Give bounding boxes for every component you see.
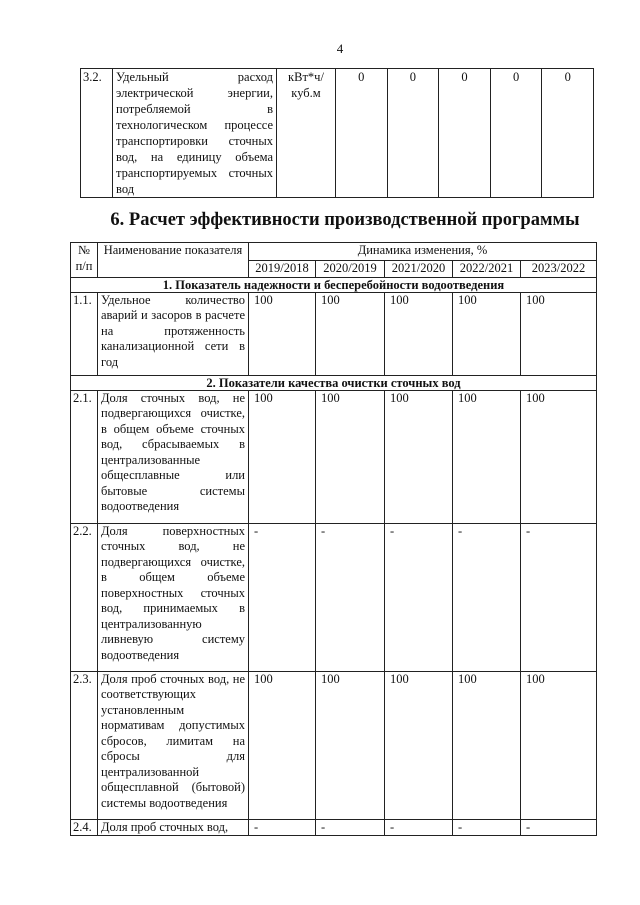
value-cell: 100 bbox=[453, 671, 521, 819]
value-cell: - bbox=[249, 523, 316, 671]
value-cell: - bbox=[249, 819, 316, 836]
value-cell: - bbox=[453, 523, 521, 671]
value-cell: 100 bbox=[316, 292, 385, 375]
row-number: 2.3. bbox=[71, 671, 98, 819]
table-row bbox=[71, 819, 597, 836]
value-cell: 100 bbox=[521, 292, 597, 375]
page-number: 4 bbox=[336, 41, 344, 56]
header-number: № п/п bbox=[71, 243, 98, 278]
value-cell: 100 bbox=[316, 390, 385, 523]
indicator-name: Доля поверхностных сточных вод, не подвергающихся очистке, в общем объеме поверхностных сточных вод, принимаемых в централизованную ливневую систему водоотведения bbox=[98, 523, 249, 671]
group-title: 2. Показатели качества очистки сточных вод bbox=[71, 375, 597, 390]
indicator-name: Доля сточных вод, не подвергающихся очистке, в общем объеме сточных вод, сбрасываемых в централизованные общесплавные или бытовые системы водоотведения bbox=[98, 390, 249, 523]
header-dynamics: Динамика изменения, % bbox=[249, 243, 597, 261]
value-cell: 100 bbox=[385, 390, 453, 523]
table-row bbox=[71, 671, 597, 819]
efficiency-table bbox=[70, 242, 597, 836]
table-row bbox=[71, 390, 597, 523]
value-cell: 100 bbox=[521, 671, 597, 819]
group-title-row bbox=[71, 277, 597, 292]
indicator-name: Доля проб сточных вод, не соответствующих установленным нормативам допустимых сбросов, лимитам на сбросы для централизованной общесплавной (бытовой) системы водоотведения bbox=[98, 671, 249, 819]
header-year: 2023/2022 bbox=[521, 261, 597, 278]
value-cell: 100 bbox=[385, 292, 453, 375]
value-cell: - bbox=[316, 523, 385, 671]
value-cell: 0 bbox=[490, 69, 542, 198]
indicator-table-continued bbox=[80, 68, 594, 198]
value-cell: 100 bbox=[249, 671, 316, 819]
indicator-name: Доля проб сточных вод, bbox=[98, 819, 249, 836]
value-cell: - bbox=[385, 523, 453, 671]
table-row bbox=[81, 69, 594, 198]
header-year: 2021/2020 bbox=[385, 261, 453, 278]
row-number: 1.1. bbox=[71, 292, 98, 375]
row-number: 2.2. bbox=[71, 523, 98, 671]
row-number: 2.4. bbox=[71, 819, 98, 836]
value-cell: 100 bbox=[316, 671, 385, 819]
table-row bbox=[71, 523, 597, 671]
value-cell: 100 bbox=[453, 390, 521, 523]
value-cell: - bbox=[521, 523, 597, 671]
value-cell: - bbox=[453, 819, 521, 836]
value-cell: 100 bbox=[385, 671, 453, 819]
value-cell: - bbox=[521, 819, 597, 836]
header-name: Наименование показателя bbox=[98, 243, 249, 278]
header-year: 2019/2018 bbox=[249, 261, 316, 278]
group-title: 1. Показатель надежности и бесперебойности водоотведения bbox=[71, 277, 597, 292]
value-cell: - bbox=[316, 819, 385, 836]
header-year: 2020/2019 bbox=[316, 261, 385, 278]
value-cell: - bbox=[385, 819, 453, 836]
value-cell: 100 bbox=[249, 292, 316, 375]
value-cell: 0 bbox=[336, 69, 388, 198]
section-title: 6. Расчет эффективности производственной программы bbox=[110, 210, 580, 230]
row-number: 2.1. bbox=[71, 390, 98, 523]
header-year: 2022/2021 bbox=[453, 261, 521, 278]
table-header-row bbox=[71, 243, 597, 261]
row-number: 3.2. bbox=[81, 69, 113, 198]
value-cell: 0 bbox=[542, 69, 594, 198]
unit-cell: кВт*ч/ куб.м bbox=[277, 69, 336, 198]
value-cell: 100 bbox=[521, 390, 597, 523]
group-title-row bbox=[71, 375, 597, 390]
value-cell: 100 bbox=[453, 292, 521, 375]
indicator-name: Удельное количество аварий и засоров в расчете на протяженность канализационной сети в год bbox=[98, 292, 249, 375]
table-row bbox=[71, 292, 597, 375]
value-cell: 0 bbox=[387, 69, 439, 198]
value-cell: 0 bbox=[439, 69, 491, 198]
value-cell: 100 bbox=[249, 390, 316, 523]
indicator-name: Удельный расход электрической энергии, потребляемой в технологическом процессе транспортировки сточных вод, на единицу объема транспортируемых сточных вод bbox=[113, 69, 277, 198]
